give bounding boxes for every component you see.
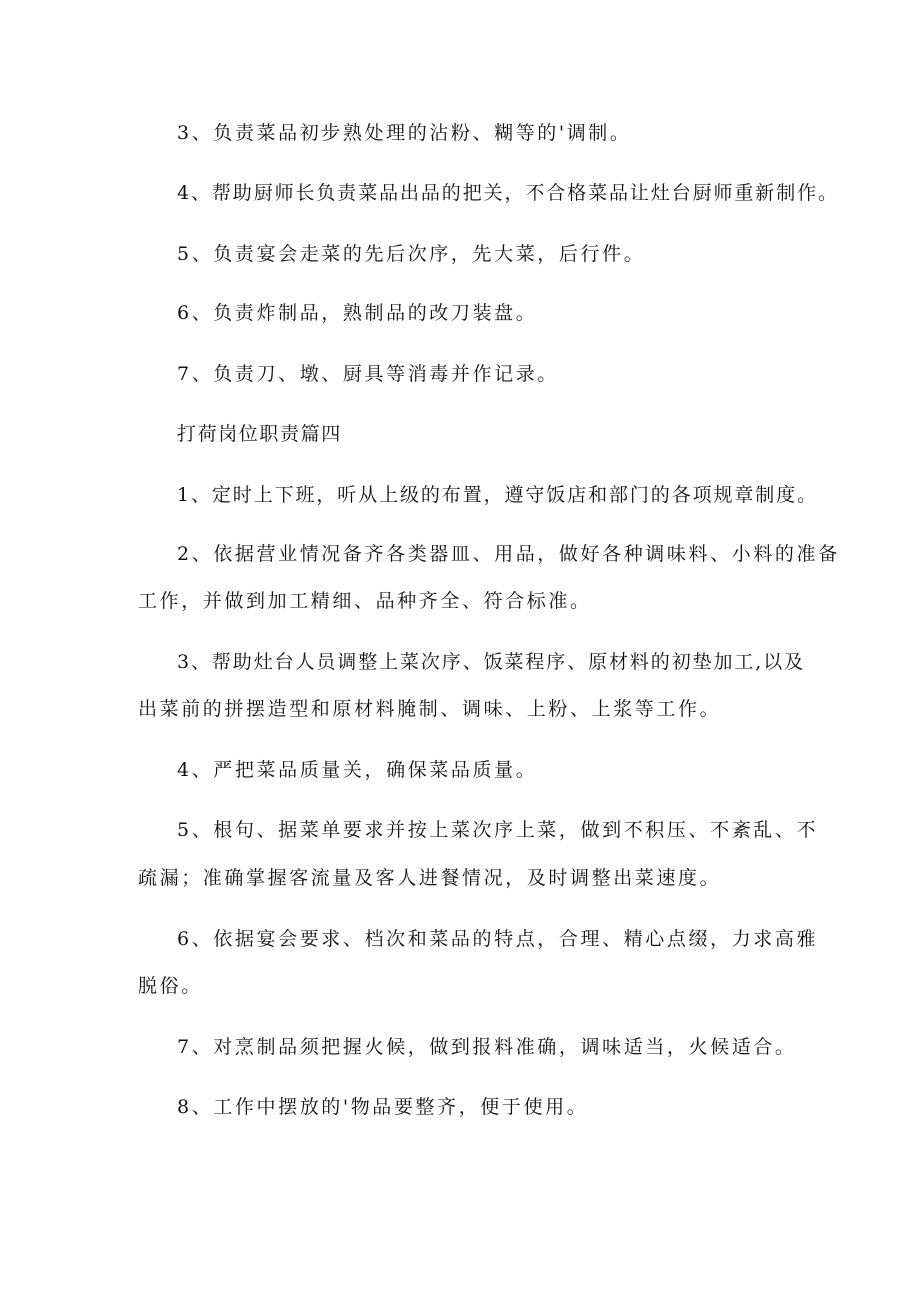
paragraph-item-8-line-1: 8、工作中摆放的'物品要整齐，便于使用。: [177, 1096, 589, 1118]
paragraph-item-5b-line-1: 5、根句、据菜单要求并按上菜次序上菜，做到不积压、不紊乱、不: [177, 819, 819, 841]
paragraph-item-4-line-1: 4、帮助厨师长负责菜品出品的把关，不合格菜品让灶台厨师重新制作。: [177, 182, 839, 204]
paragraph-item-2-line-1: 2、依据营业情况备齐各类器皿、用品，做好各种调味料、小料的准备: [177, 543, 840, 565]
paragraph-item-7-line-1: 7、负责刀、墩、厨具等消毒并作记录。: [177, 363, 559, 385]
paragraph-item-6b-line-2: 脱俗。: [138, 975, 203, 997]
section-heading: 打荷岗位职责篇四: [177, 423, 342, 445]
paragraph-item-3b-line-1: 3、帮助灶台人员调整上菜次序、饭菜程序、原材料的初垫加工,以及: [177, 651, 806, 673]
paragraph-item-1-line-1: 1、定时上下班，听从上级的布置，遵守饭店和部门的各项规章制度。: [177, 484, 818, 506]
paragraph-item-6b-line-1: 6、依据宴会要求、档次和菜品的特点，合理、精心点缀，力求高雅: [177, 928, 819, 950]
paragraph-item-2-line-2: 工作，并做到加工精细、品种齐全、符合标准。: [138, 590, 592, 612]
paragraph-item-5-line-1: 5、负责宴会走菜的先后次序，先大菜，后行件。: [177, 243, 646, 265]
paragraph-item-5b-line-2: 疏漏；准确掌握客流量及客人进餐情况，及时调整出菜速度。: [138, 867, 722, 889]
paragraph-item-7b-line-1: 7、对烹制品须把握火候，做到报料准确，调味适当，火候适合。: [177, 1036, 797, 1058]
paragraph-item-3b-line-2: 出菜前的拼摆造型和原材料腌制、调味、上粉、上浆等工作。: [138, 698, 722, 720]
paragraph-item-3-line-1: 3、负责菜品初步熟处理的沾粉、糊等的'调制。: [177, 122, 632, 144]
paragraph-item-4b-line-1: 4、严把菜品质量关，确保菜品质量。: [177, 759, 538, 781]
paragraph-item-6-line-1: 6、负责炸制品，熟制品的改刀装盘。: [177, 302, 538, 324]
